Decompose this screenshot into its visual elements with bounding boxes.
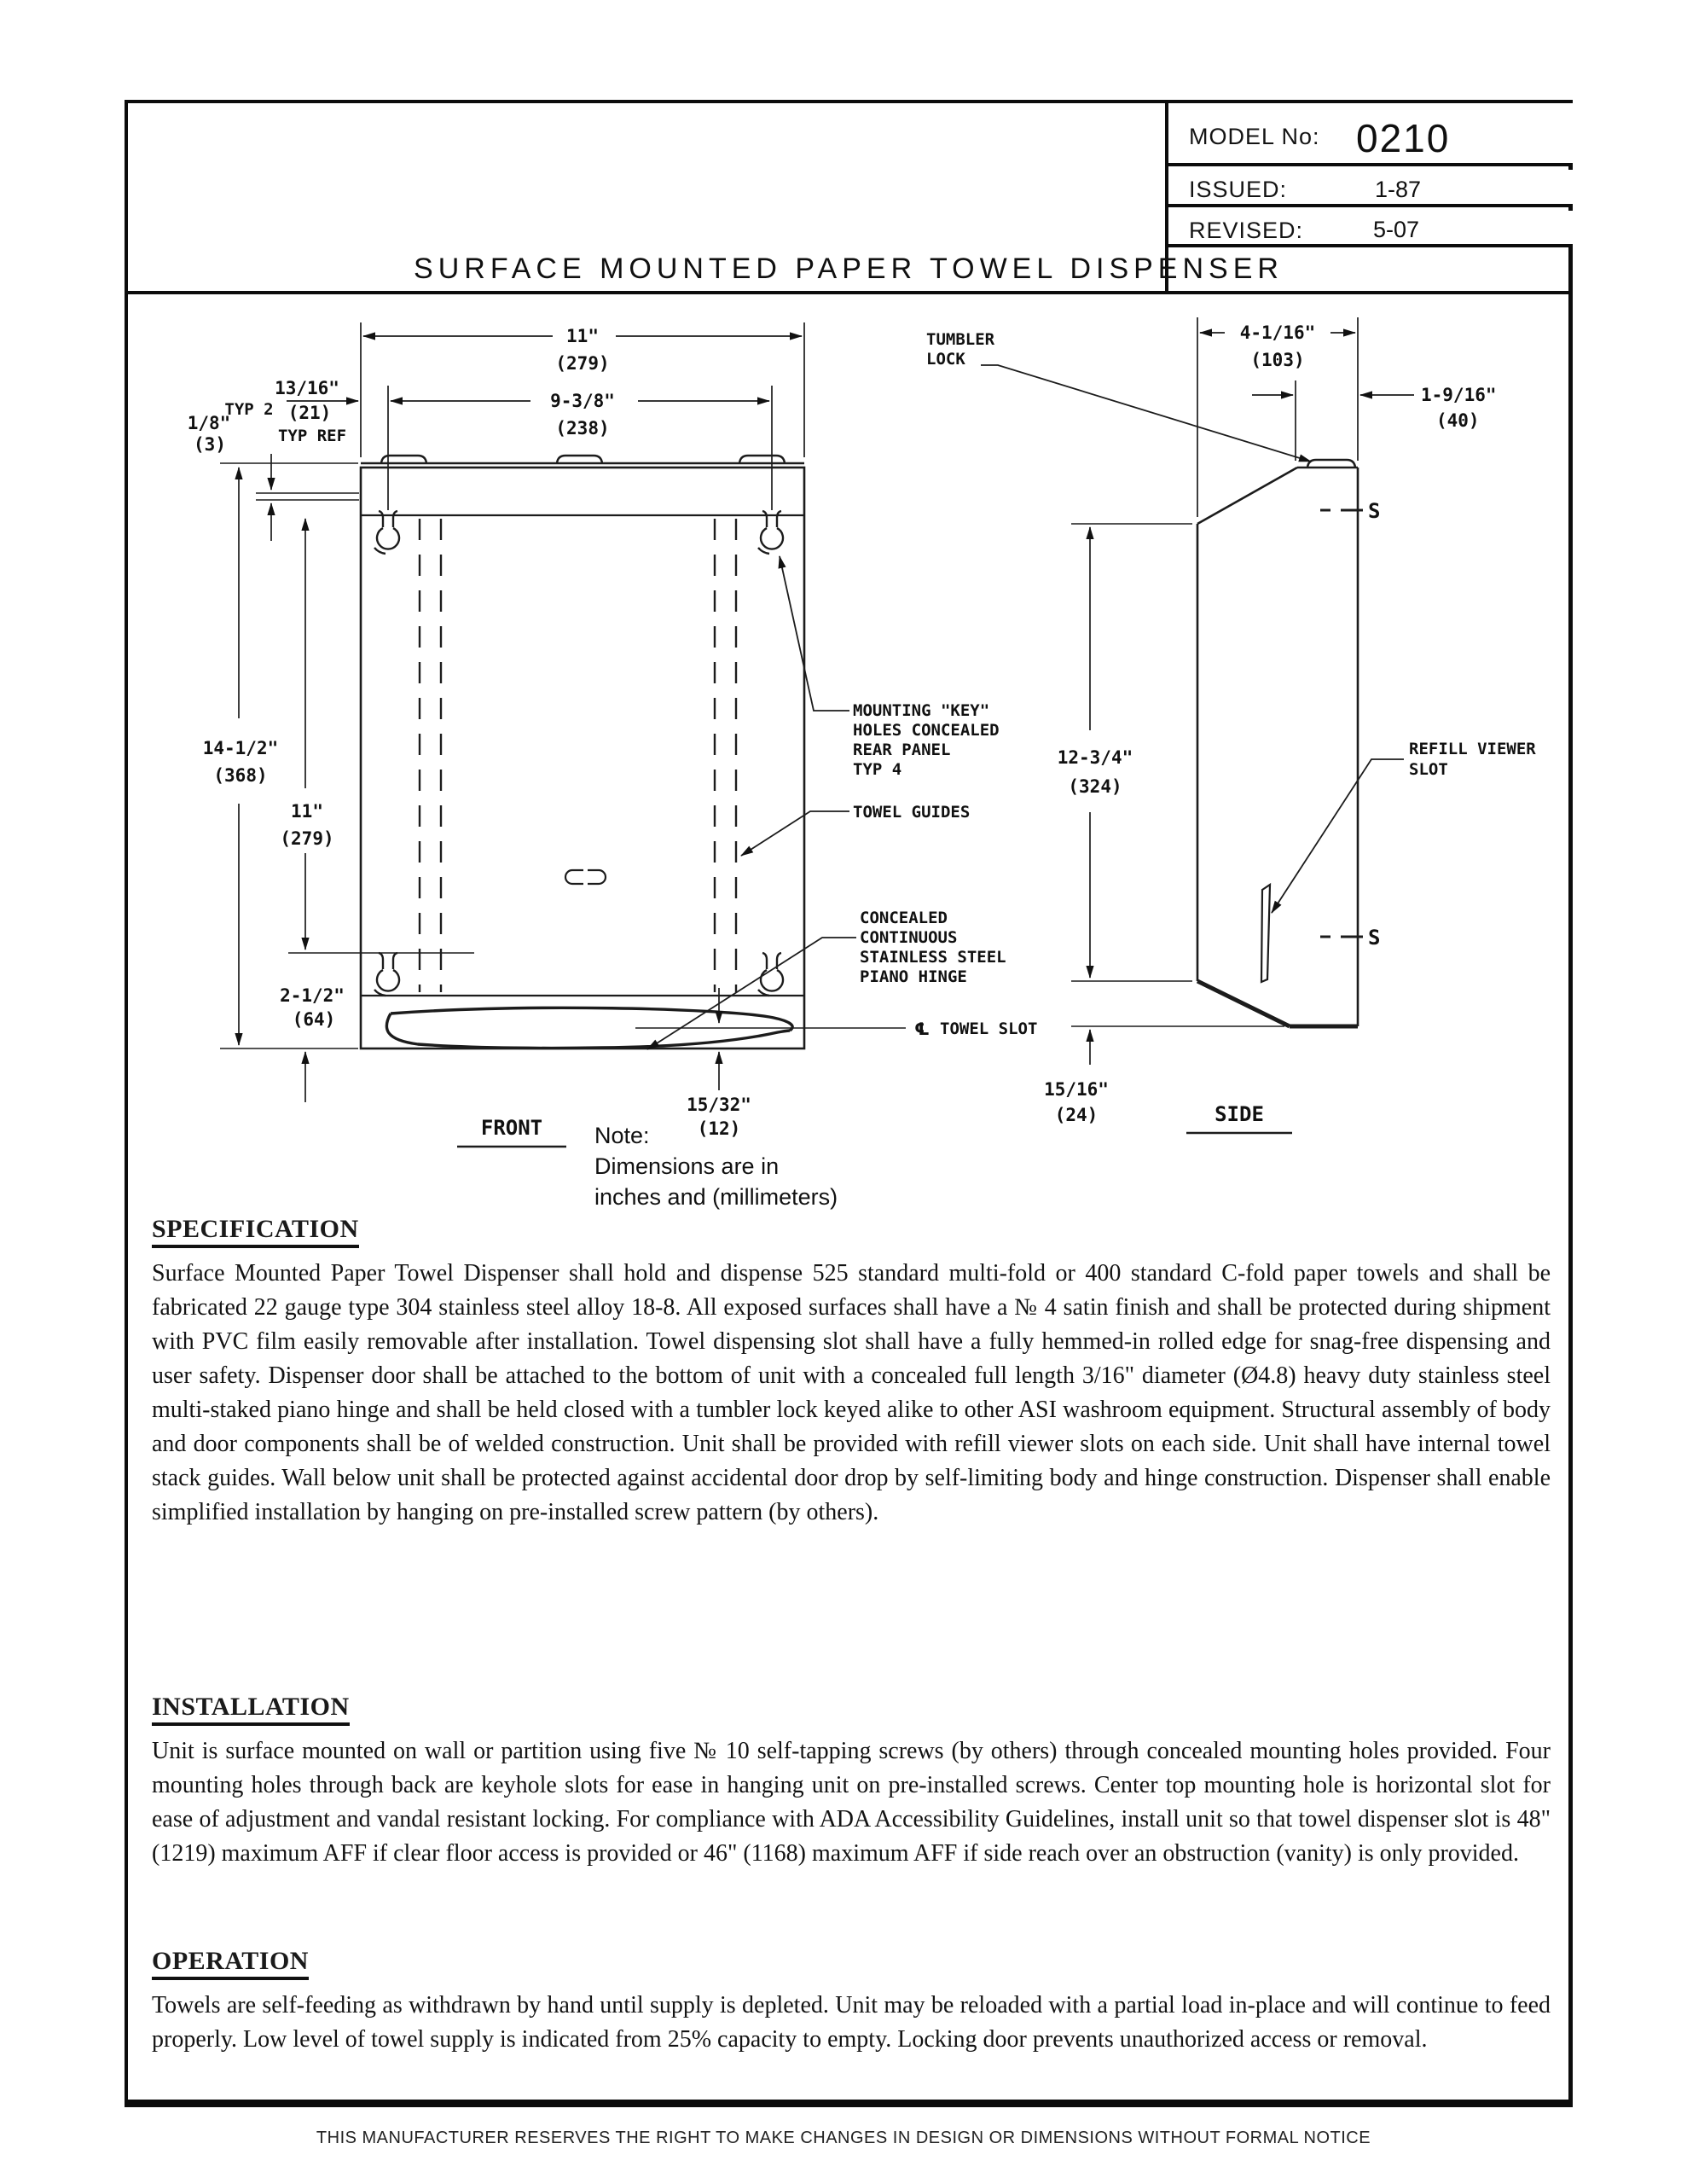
page-title: SURFACE MOUNTED PAPER TOWEL DISPENSER <box>414 253 1284 285</box>
dim-1532-mm: (12) <box>697 1118 741 1139</box>
dim-212-in: 2-1/2" <box>280 985 345 1006</box>
dim-938-in: 9-3/8" <box>550 391 615 411</box>
centerline-symbol: ℄ <box>914 1019 930 1039</box>
dim-h11-mm: (279) <box>280 828 334 849</box>
operation-section <box>152 1947 1551 2057</box>
installation-heading: INSTALLATION <box>152 1693 350 1726</box>
operation-body: Towels are self-feeding as withdrawn by hand until supply is depleted. Unit may be reloaded with a partial load in-place and will continue to feed properly. Low level of towel supply is indicated from 25% capacity to empty. Locking door prevents unauthorized access or removal. <box>152 1992 1551 2053</box>
dim-1516-in: 15/16" <box>1044 1079 1109 1100</box>
refill-viewer-label-2: SLOT <box>1409 760 1448 779</box>
section-marker-s-top: S <box>1368 499 1381 523</box>
dim-938-mm: (238) <box>555 418 610 439</box>
specification-body: Surface Mounted Paper Towel Dispenser shall hold and dispense 525 standard multi-fold or 400 standard C-fold paper towels and shall be fabricated 22 gauge type 304 stainless steel alloy 18-8. All exposed surfaces shall have a № 4 satin finish and shall be protected during shipment with PVC film easily removable after installation. Towel dispensing slot shall have a fully hemmed-in rolled edge for snag-free dispensing and user safety. Dispenser door shall be attached to the bottom of unit with a concealed full length 3/16" diameter (Ø4.8) heavy duty stainless steel multi-staked piano hinge and shall be held closed with a tumbler lock keyed alike to other ASI washroom equipment. Structural assembly of body and door components shall be of welded construction. Unit shall be provided with refill viewer slots on each side. Unit shall have internal towel stack guides. Wall below unit shall be protected against accidental door drop by self-limiting body and hinge construction. Dispenser shall enable simplified installation by hanging on pre-installed screw pattern (by others). <box>152 1260 1551 1525</box>
hinge-label-2: CONTINUOUS <box>860 928 958 947</box>
front-view-label: FRONT <box>480 1116 543 1140</box>
model-label: MODEL No: <box>1189 124 1320 149</box>
refill-viewer-label-1: REFILL VIEWER <box>1409 740 1536 758</box>
specification-section <box>152 1215 1551 1530</box>
installation-section <box>152 1693 1551 1871</box>
tumbler-lock-label-2: LOCK <box>926 350 965 369</box>
titleblock-row-model <box>1168 103 1573 166</box>
side-view-label: SIDE <box>1215 1102 1264 1126</box>
specification-heading: SPECIFICATION <box>152 1215 359 1248</box>
note-line-2: Dimensions are in <box>594 1153 780 1179</box>
dim-1532-in: 15/32" <box>687 1095 751 1115</box>
issued-label: ISSUED: <box>1189 177 1288 202</box>
mounting-key-label-1: MOUNTING "KEY" <box>853 701 990 720</box>
hinge-label-3: STAINLESS STEEL <box>860 948 1006 967</box>
keyhole-slot <box>374 511 399 554</box>
dim-1316-note: TYP REF <box>277 427 347 445</box>
titleblock-row-revised <box>1168 211 1573 247</box>
keyhole-slot <box>374 953 399 996</box>
section-marker-s-bottom: S <box>1368 926 1381 950</box>
section-markers <box>1320 510 1363 937</box>
installation-body: Unit is surface mounted on wall or partition using five № 10 self-tapping screws (by others) through concealed mounting holes provided. Four mounting holes through back are keyhole slots for ease in hanging unit on pre-installed screws. Center top mounting hole is horizontal slot for ease of adjustment and vandal resistant locking. For compliance with ADA Accessibility Guidelines, install unit so that towel dispenser slot is 48" (1219) maximum AFF if clear floor access is provided or 46" (1168) maximum AFF if side reach over an obstruction (vanity) is only provided. <box>152 1738 1551 1867</box>
note-line-1: Note: <box>594 1123 650 1148</box>
towel-guides-label: TOWEL GUIDES <box>853 803 971 822</box>
dim-1916-in: 1-9/16" <box>1421 385 1497 405</box>
dim-width-11-in: 11" <box>566 326 599 346</box>
operation-heading: OPERATION <box>152 1947 309 1980</box>
dim-width-11-mm: (279) <box>555 353 610 374</box>
revised-value: 5-07 <box>1373 217 1420 242</box>
tumbler-lock-shape <box>1307 460 1355 468</box>
side-view <box>1197 460 1363 1026</box>
keyhole-slot <box>758 953 783 996</box>
footer-disclaimer: THIS MANUFACTURER RESERVES THE RIGHT TO MAKE CHANGES IN DESIGN OR DIMENSIONS WITHOUT FORMAL NOTICE <box>316 2129 1371 2147</box>
dim-1316-mm: (21) <box>287 403 332 423</box>
hinge-label-4: PIANO HINGE <box>860 967 967 986</box>
dim-1916-mm: (40) <box>1436 410 1480 431</box>
front-view <box>361 456 804 1048</box>
mounting-tab <box>739 456 785 463</box>
towel-slot-label: TOWEL SLOT <box>940 1019 1038 1038</box>
document-title-bar <box>125 247 1573 294</box>
tumbler-lock-label-1: TUMBLER <box>926 330 995 349</box>
mounting-key-label-4: TYP 4 <box>853 760 902 779</box>
note-line-3: inches and (millimeters) <box>594 1184 838 1210</box>
dim-4116-mm: (103) <box>1250 350 1305 370</box>
technical-drawing <box>0 294 1687 1233</box>
dim-18-mm: (3) <box>194 434 226 455</box>
refill-viewer-slot-shape <box>1261 885 1270 982</box>
model-value: 0210 <box>1356 116 1451 160</box>
mounting-key-label-2: HOLES CONCEALED <box>853 721 1000 740</box>
dim-212-mm: (64) <box>292 1009 336 1030</box>
dim-4116-in: 4-1/16" <box>1239 322 1316 343</box>
dim-1412-in: 14-1/2" <box>202 738 279 758</box>
mounting-key-label-3: REAR PANEL <box>853 741 951 759</box>
issued-value: 1-87 <box>1375 177 1422 202</box>
dim-1516-mm: (24) <box>1054 1105 1099 1125</box>
hinge-label-1: CONCEALED <box>860 909 948 927</box>
front-body-outline <box>361 468 804 1048</box>
towel-guide-lines <box>420 519 736 992</box>
revised-label: REVISED: <box>1189 218 1304 243</box>
dim-1412-mm: (368) <box>213 765 268 786</box>
dim-18-in: 1/8" <box>187 413 231 433</box>
titleblock-row-issued <box>1168 170 1573 207</box>
dim-1234-mm: (324) <box>1068 776 1122 797</box>
keyhole-slot <box>758 511 783 554</box>
dim-1234-in: 12-3/4" <box>1057 747 1133 768</box>
dim-1316-in: 13/16" <box>275 378 339 398</box>
center-mounting-slot <box>565 870 606 884</box>
dim-h11-in: 11" <box>291 801 323 822</box>
dim-typ2: TYP 2 <box>224 400 274 419</box>
mounting-tab <box>557 456 602 463</box>
side-dimensions <box>1071 317 1414 1065</box>
